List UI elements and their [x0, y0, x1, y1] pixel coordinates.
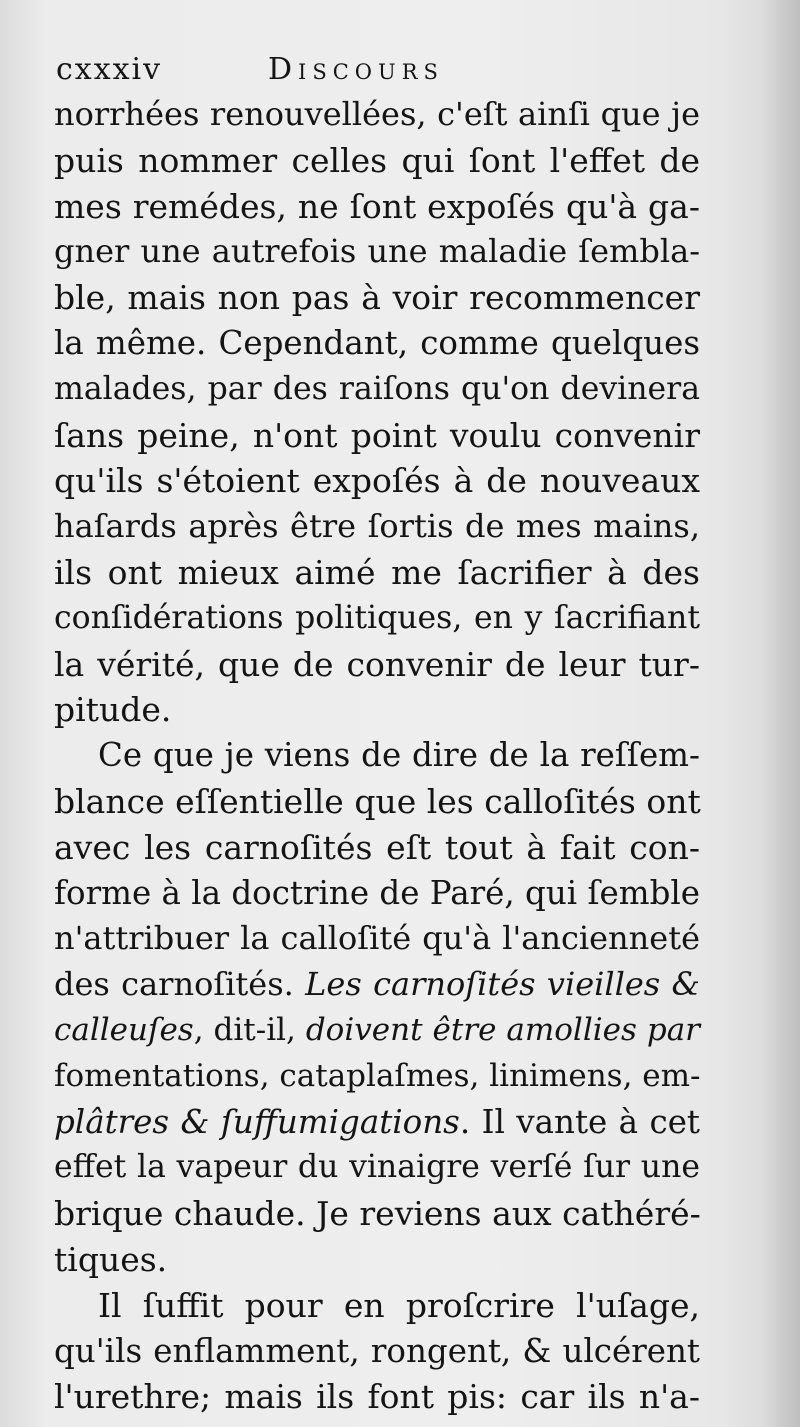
text-line: l'urethre; mais ils font pis: car ils n'a- — [54, 1377, 700, 1417]
text-line: brique chaude. Je reviens aux cathéré- — [54, 1194, 701, 1234]
paragraph-first-line: Il ſuffit pour en proſcrire l'uſage, — [98, 1285, 700, 1325]
italic-line: fomentations, cataplaſmes, linimens, em- — [54, 1057, 701, 1094]
text-line: la vérité, que de convenir de leur tur- — [54, 644, 700, 684]
paragraph-first-line: Ce que je viens de dire de la reſſem- — [98, 736, 700, 775]
text-line: qu'ils s'étoient expoſés à de nouveaux — [54, 461, 700, 501]
text-line: qu'ils enflamment, rongent, & ulcérent — [54, 1331, 700, 1370]
body-text — [54, 92, 700, 1420]
text-line: pitude. — [54, 690, 172, 730]
text-run: . Il vante à cet — [459, 1102, 700, 1141]
italic-quotation: plâtres & ſuffumigations — [54, 1102, 460, 1141]
text-line: blance eſſentielle que les calloſités ont — [54, 781, 701, 821]
text-run: , dit-il, — [193, 1011, 306, 1048]
running-head — [56, 48, 716, 92]
text-line: forme à la doctrine de Paré, qui ſemble — [54, 873, 700, 912]
text-line: gner une autrefois une maladie ſembla- — [54, 232, 700, 271]
text-line: mes remédes, ne ſont expoſés qu'à ga- — [54, 186, 700, 226]
text-line: haſards après être ſortis de mes mains, — [54, 507, 700, 546]
text-line: tiques. — [54, 1239, 168, 1279]
text-line: malades, par des raiſons qu'on devinera — [54, 370, 700, 407]
text-line — [54, 962, 700, 1008]
text-line: ſans peine, n'ont point voulu convenir — [54, 415, 700, 455]
text-line: puis nommer celles qui ſont l'effet de — [54, 140, 700, 180]
text-line: ils ont mieux aimé me ſacrifier à des — [54, 552, 700, 592]
text-line: conſidérations politiques, en y ſacrifiant — [54, 599, 700, 636]
text-line: norrhées renouvellées, c'eſt ainſi que je — [54, 95, 700, 133]
text-line — [54, 1100, 700, 1146]
text-run: des carnoſités. — [54, 965, 306, 1004]
italic-quotation: Les carnoſités vieilles & — [305, 965, 700, 1004]
text-line: ble, mais non pas à voir recommencer — [54, 278, 700, 318]
italic-quotation: calleuſes — [54, 1011, 194, 1048]
text-line: la même. Cependant, comme quelques — [54, 323, 700, 362]
page-edge-shadow — [760, 0, 800, 1427]
italic-quotation: doivent être amollies par — [305, 1011, 700, 1048]
text-line: avec les carnoſités eſt tout à fait con- — [54, 827, 700, 867]
text-line — [54, 1008, 700, 1054]
running-title: Discours — [268, 52, 444, 87]
text-line: n'attribuer la calloſité qu'à l'ancienneté — [54, 919, 700, 958]
text-line: effet la vapeur du vinaigre verſé ſur une — [54, 1149, 700, 1186]
page-number: cxxxiv — [56, 52, 163, 87]
